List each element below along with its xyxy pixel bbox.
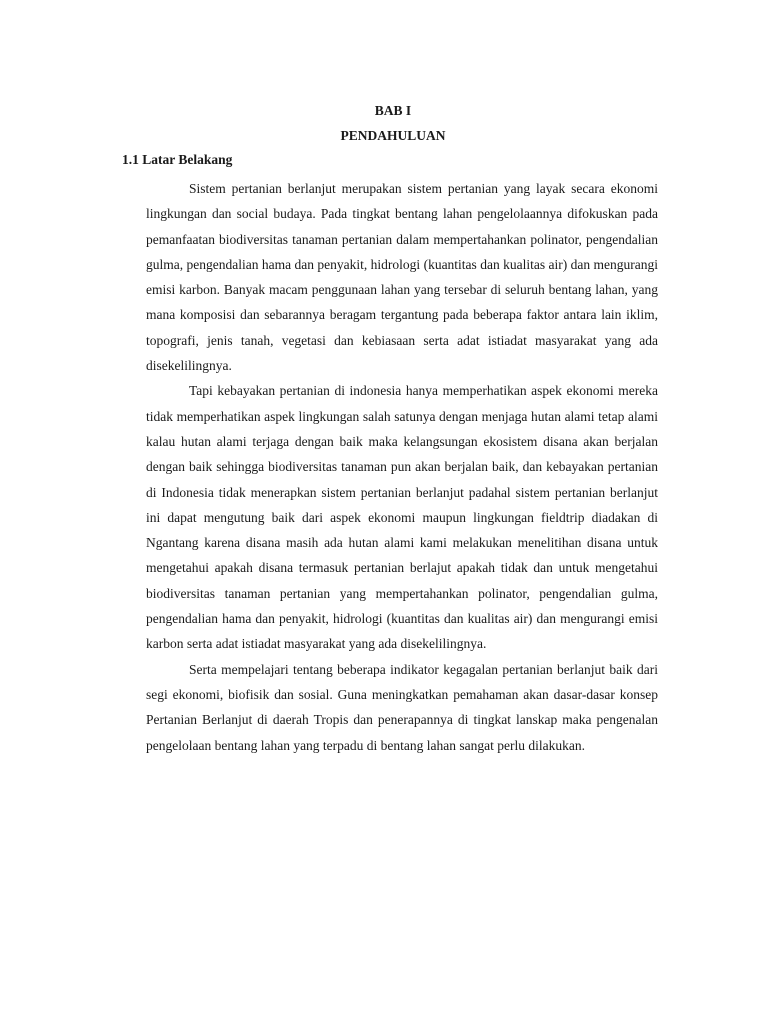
paragraph-2: Tapi kebayakan pertanian di indonesia hanya memperhatikan aspek ekonomi mereka tidak memperhatikan aspek lingkungan salah satunya dengan menjaga hutan alami tetap alami kalau hutan alami terjaga dengan baik maka kelangsungan ekosistem disana akan berjalan dengan baik sehingga biodiversitas tanaman pun akan berjalan baik, dan kebayakan pertanian di Indonesia tidak menerapkan sistem pertanian berlanjut padahal sistem pertanian berlanjut ini dapat mengutung baik dari aspek ekonomi maupun lingkungan fieldtrip diadakan di Ngantang karena disana masih ada hutan alami kami melakukan menelitihan disana untuk mengetahui apakah disana termasuk pertanian berlajut apakah tidak dan untuk mengetahui biodiversitas tanaman pertanian yang mempertahankan polinator, pengendalian gulma, pengendalian hama dan penyakit, hidrologi (kuantitas dan kualitas air) dan mengurangi emisi karbon serta adat istiadat masyarakat yang ada disekelilingnya. [146,383,658,652]
chapter-title: PENDAHULUAN [340,128,446,143]
chapter-label: BAB I [374,103,412,118]
body-text [146,176,658,758]
paragraph-1: Sistem pertanian berlanjut merupakan sistem pertanian yang layak secara ekonomi lingkungan dan social budaya. Pada tingkat bentang lahan pengelolaannya difokuskan pada pemanfaatan biodiversitas tanaman pertanian dalam mempertahankan polinator, pengendalian gulma, pengendalian hama dan penyakit, hidrologi (kuantitas dan kualitas air) dan mengurangi emisi karbon. Banyak macam penggunaan lahan yang tersebar di seluruh bentang lahan, yang mana komposisi dan sebarannya beragam tergantung pada beberapa faktor antara lain iklim, topografi, jenis tanah, vegetasi dan kebiasaan serta adat istiadat masyarakat yang ada disekelilingnya. [146,181,658,374]
paragraph-3: Serta mempelajari tentang beberapa indikator kegagalan pertanian berlanjut baik dari segi ekonomi, biofisik dan sosial. Guna meningkatkan pemahaman akan dasar-dasar konsep Pertanian Berlanjut di daerah Tropis dan penerapannya di tingkat lanskap maka pengenalan pengelolaan bentang lahan yang terpadu di bentang lahan sangat perlu dilakukan. [146,661,658,753]
section-heading: 1.1 Latar Belakang [122,152,233,167]
